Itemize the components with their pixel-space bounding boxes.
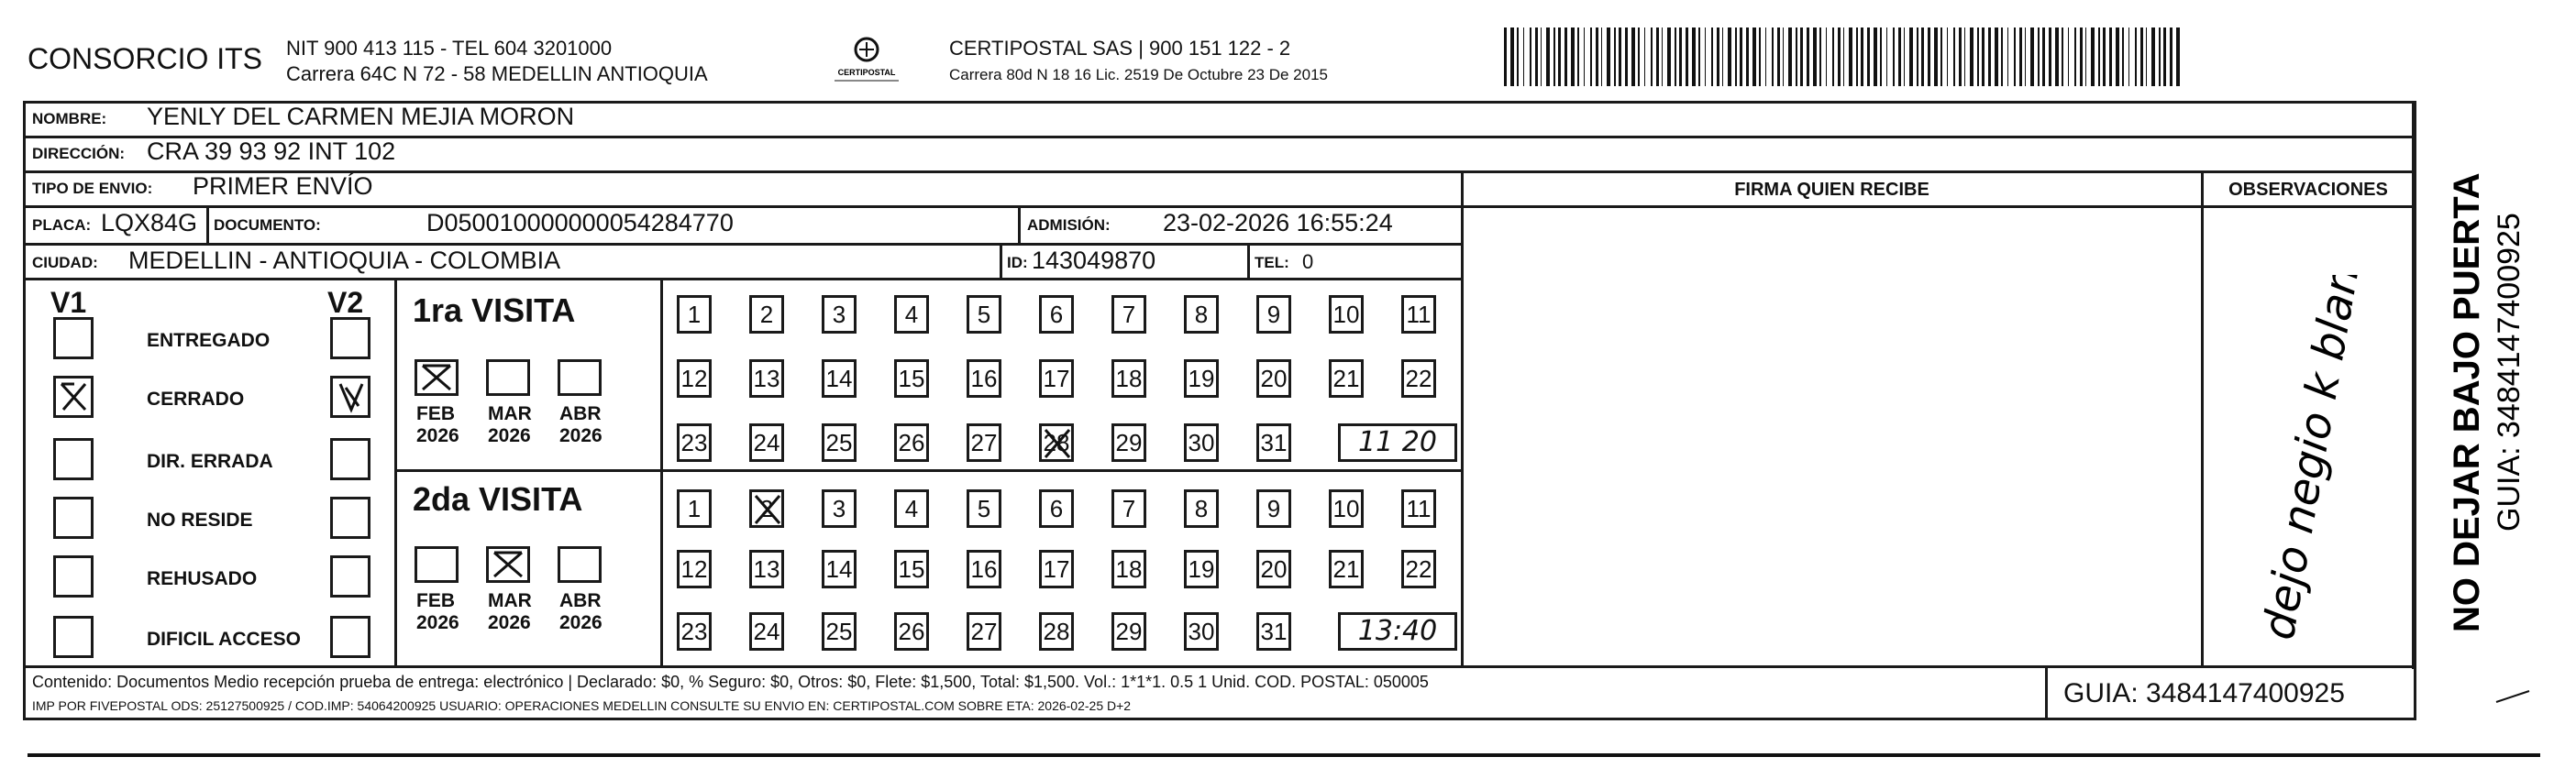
first-visit-month-label: FEB <box>416 403 455 424</box>
second-visit-time-box[interactable]: 13:40 <box>1338 612 1457 651</box>
second-visit-day-box[interactable]: 21 <box>1329 550 1364 588</box>
second-visit-year-label: 2026 <box>559 612 603 633</box>
barcode-bar <box>1728 27 1731 86</box>
first-visit-day-box[interactable]: 26 <box>894 423 929 462</box>
barcode-bar <box>2140 27 2143 86</box>
barcode-bar <box>1832 27 1834 86</box>
barcode-bar <box>1752 27 1756 86</box>
second-visit-day-box[interactable]: 4 <box>894 489 929 528</box>
barcode-bar <box>1826 27 1827 86</box>
barcode-bar <box>1880 27 1882 86</box>
second-visit-day-box[interactable]: 13 <box>749 550 784 588</box>
first-visit-month-checkbox[interactable] <box>415 359 459 396</box>
second-visit-day-box[interactable]: 19 <box>1184 550 1219 588</box>
second-visit-day-box[interactable]: 29 <box>1111 612 1146 651</box>
barcode-bar <box>1970 27 1973 86</box>
barcode-bar <box>1819 27 1821 86</box>
barcode-bar <box>1765 27 1766 86</box>
barcode-bar <box>2042 27 2045 86</box>
first-visit-month-label: ABR <box>559 403 602 424</box>
barcode-bar <box>1711 27 1713 86</box>
barcode-bar <box>2030 27 2034 86</box>
company-address: Carrera 64C N 72 - 58 MEDELLIN ANTIOQUIA <box>286 62 708 85</box>
barcode-bar <box>1698 27 1700 86</box>
second-visit-day-box[interactable]: 9 <box>1256 489 1291 528</box>
v2-checkbox[interactable] <box>330 376 370 418</box>
second-visit-day-box[interactable]: 2 <box>749 489 784 528</box>
v1-checkbox[interactable] <box>53 616 94 658</box>
second-visit-day-box[interactable]: 14 <box>822 550 857 588</box>
first-visit-day-box[interactable]: 14 <box>822 359 857 398</box>
barcode-bar <box>2019 27 2022 86</box>
barcode-bar <box>2176 27 2180 86</box>
first-visit-year-label: 2026 <box>488 425 531 446</box>
first-visit-title: 1ra VISITA <box>413 291 576 329</box>
barcode-bar <box>1644 27 1645 86</box>
second-visit-month-checkbox[interactable] <box>486 546 530 583</box>
first-visit-day-box[interactable]: 20 <box>1256 359 1291 398</box>
first-visit-day-box[interactable]: 15 <box>894 359 929 398</box>
barcode-bar <box>1995 27 1998 86</box>
ciudad-label: CIUDAD: <box>32 254 98 271</box>
tel-value: 0 <box>1302 250 1314 273</box>
v1-checkbox[interactable] <box>53 317 94 359</box>
barcode-bar <box>1535 27 1538 86</box>
barcode-bar <box>1662 27 1663 86</box>
carrier-name: CERTIPOSTAL SAS | 900 151 122 - 2 <box>949 37 1291 60</box>
barcode-bar <box>1530 27 1531 86</box>
second-visit-day-box[interactable]: 25 <box>822 612 857 651</box>
id-value: 143049870 <box>1032 247 1156 274</box>
second-visit-day-box[interactable]: 10 <box>1329 489 1364 528</box>
second-visit-day-box[interactable]: 27 <box>967 612 1001 651</box>
barcode-bar <box>1849 27 1852 86</box>
side-warning <box>2435 92 2545 642</box>
barcode-bar <box>1679 27 1682 86</box>
barcode-bar <box>1746 27 1749 86</box>
status-label: DIR. ERRADA <box>147 451 273 472</box>
barcode-bar <box>1601 27 1602 86</box>
footer-line-2: IMP POR FIVEPOSTAL ODS: 25127500925 / COD.IMP: 54064200925 USUARIO: OPERACIONES MEDELLIN CONSULTE SU ENVIO EN: CERTIPOSTAL.COM SOBRE ETA: 2026-02-25 D+2 <box>32 698 1132 713</box>
barcode-bar <box>1504 27 1507 86</box>
second-visit-day-box[interactable]: 8 <box>1184 489 1219 528</box>
barcode-bar <box>1917 27 1918 86</box>
v1-header: V1 <box>50 286 87 319</box>
barcode-bar <box>1893 27 1895 86</box>
first-visit-day-box[interactable]: 21 <box>1329 359 1364 398</box>
barcode-bar <box>1541 27 1542 86</box>
barcode-bar <box>1686 27 1688 86</box>
barcode-bar <box>1909 27 1913 86</box>
svg-text:CERTIPOSTAL: CERTIPOSTAL <box>837 68 896 77</box>
footer-line-1: Contenido: Documentos Medio recepción prueba de entrega: electrónico | Declarado: $0, % Seguro: $0, Otros: $0, Flete: $1,500, Total: $1,500. Vol.: 1*1*1. 0.5 1 Unid. COD. POSTAL: 050005 <box>32 673 1429 691</box>
first-visit-month-checkbox[interactable] <box>486 359 530 396</box>
svg-text:GUIA: 3484147400925: GUIA: 3484147400925 <box>2492 213 2526 532</box>
barcode-bar <box>1607 27 1610 86</box>
second-visit-day-box[interactable]: 3 <box>822 489 857 528</box>
second-visit-month-label: FEB <box>416 590 455 611</box>
barcode-bar <box>1558 27 1561 86</box>
second-visit-day-box[interactable]: 22 <box>1401 550 1436 588</box>
barcode-bar <box>2055 27 2059 86</box>
certipostal-logo <box>825 35 908 86</box>
first-visit-day-box[interactable]: 23 <box>677 423 712 462</box>
firma-header: FIRMA QUIEN RECIBE <box>1734 180 1929 200</box>
observaciones-header: OBSERVACIONES <box>2228 180 2388 200</box>
barcode-bar <box>1717 27 1719 86</box>
handwritten-observation <box>2238 275 2384 660</box>
second-visit-day-box[interactable]: 18 <box>1111 550 1146 588</box>
first-visit-day-box[interactable]: 8 <box>1184 295 1219 334</box>
barcode-bar <box>2122 27 2124 86</box>
barcode-bar <box>2014 27 2016 86</box>
first-visit-year-label: 2026 <box>559 425 603 446</box>
barcode-bar <box>1553 27 1555 86</box>
second-visit-day-box[interactable]: 12 <box>677 550 712 588</box>
second-visit-day-box[interactable]: 23 <box>677 612 712 651</box>
first-visit-day-box[interactable]: 13 <box>749 359 784 398</box>
first-visit-day-box[interactable]: 4 <box>894 295 929 334</box>
first-visit-day-box[interactable]: 10 <box>1329 295 1364 334</box>
v1-checkbox[interactable] <box>53 376 94 418</box>
barcode-bar <box>1934 27 1938 86</box>
barcode-bar <box>1982 27 1985 86</box>
barcode-bar <box>2151 27 2155 86</box>
svg-text:dejo negio k blanco: dejo negio k blanco <box>2252 275 2379 644</box>
second-visit-title: 2da VISITA <box>413 480 583 518</box>
company-name: CONSORCIO ITS <box>28 42 263 75</box>
first-visit-day-box[interactable]: 1 <box>677 295 712 334</box>
barcode-bar <box>2128 27 2129 86</box>
id-label: ID: <box>1007 254 1028 271</box>
second-visit-day-box[interactable]: 16 <box>967 550 1001 588</box>
barcode-bar <box>1928 27 1930 86</box>
barcode-bar <box>1596 27 1598 86</box>
first-visit-day-box[interactable]: 9 <box>1256 295 1291 334</box>
first-visit-month-checkbox[interactable] <box>558 359 602 396</box>
barcode-bar <box>1735 27 1737 86</box>
v2-checkbox[interactable] <box>330 555 370 598</box>
barcode-bar <box>2163 27 2166 86</box>
barcode-bar <box>2135 27 2137 86</box>
tipo-envio-value: PRIMER ENVÍO <box>193 172 373 200</box>
barcode-bar <box>1867 27 1870 86</box>
barcode-bar <box>1577 27 1579 86</box>
barcode-bar <box>2025 27 2026 86</box>
first-visit-day-box[interactable]: 3 <box>822 295 857 334</box>
second-visit-day-box[interactable]: 31 <box>1256 612 1291 651</box>
barcode-bar <box>1517 27 1519 86</box>
barcode-bar <box>1861 27 1863 86</box>
barcode-bar <box>2074 27 2076 86</box>
barcode-bar <box>1898 27 1901 86</box>
second-visit-day-box[interactable]: 1 <box>677 489 712 528</box>
first-visit-day-box[interactable]: 6 <box>1039 295 1074 334</box>
v2-checkbox[interactable] <box>330 497 370 539</box>
barcode-bar <box>1692 27 1696 86</box>
barcode-bar <box>1584 27 1585 86</box>
barcode-bar <box>2103 27 2106 86</box>
barcode-bar <box>2049 27 2051 86</box>
first-visit-day-box[interactable]: 22 <box>1401 359 1436 398</box>
barcode-bar <box>1590 27 1592 86</box>
barcode-bar <box>2109 27 2112 86</box>
first-visit-day-box[interactable]: 12 <box>677 359 712 398</box>
first-visit-day-box[interactable]: 31 <box>1256 423 1291 462</box>
first-visit-day-box[interactable]: 7 <box>1111 295 1146 334</box>
first-visit-day-box[interactable]: 24 <box>749 423 784 462</box>
documento-label: DOCUMENTO: <box>214 216 321 234</box>
company-nit: NIT 900 413 115 - TEL 604 3201000 <box>286 37 613 60</box>
barcode-bar <box>2068 27 2069 86</box>
svg-text:NO DEJAR BAJO PUERTA: NO DEJAR BAJO PUERTA <box>2447 172 2487 632</box>
first-visit-day-box[interactable]: 28 <box>1039 423 1074 462</box>
first-visit-day-box[interactable]: 29 <box>1111 423 1146 462</box>
nombre-label: NOMBRE: <box>32 110 107 127</box>
tipo-envio-label: TIPO DE ENVIO: <box>32 180 153 197</box>
barcode-bar <box>1953 27 1955 86</box>
first-visit-day-box[interactable]: 5 <box>967 295 1001 334</box>
barcode-bar <box>2098 27 2100 86</box>
second-visit-year-label: 2026 <box>416 612 459 633</box>
v2-checkbox[interactable] <box>330 616 370 658</box>
first-visit-day-box[interactable]: 17 <box>1039 359 1074 398</box>
status-label: ENTREGADO <box>147 330 271 351</box>
barcode-bar <box>2170 27 2172 86</box>
status-label: NO RESIDE <box>147 510 253 531</box>
barcode-bar <box>1886 27 1887 86</box>
second-visit-day-box[interactable]: 20 <box>1256 550 1291 588</box>
barcode-bar <box>1874 27 1877 86</box>
second-visit-month-checkbox[interactable] <box>558 546 602 583</box>
barcode-bar <box>1788 27 1792 86</box>
second-visit-month-checkbox[interactable] <box>415 546 459 583</box>
first-visit-day-box[interactable]: 11 <box>1401 295 1436 334</box>
barcode-bar <box>1523 27 1524 86</box>
barcode-bar <box>1564 27 1567 86</box>
barcode-bar <box>1631 27 1635 86</box>
placa-label: PLACA: <box>32 216 92 234</box>
barcode-bar <box>1856 27 1858 86</box>
admision-value: 23-02-2026 16:55:24 <box>1163 209 1393 236</box>
barcode-bar <box>1651 27 1653 86</box>
placa-value: LQX84G <box>101 209 198 236</box>
v2-checkbox[interactable] <box>330 438 370 480</box>
barcode-bar <box>1614 27 1616 86</box>
first-visit-day-box[interactable]: 25 <box>822 423 857 462</box>
v2-checkbox[interactable] <box>330 317 370 359</box>
barcode-bar <box>1964 27 1965 86</box>
barcode-bar <box>1510 27 1514 86</box>
barcode-bar <box>1988 27 1991 86</box>
barcode-bar <box>1667 27 1671 86</box>
barcode-bar <box>1807 27 1809 86</box>
first-visit-day-box[interactable]: 19 <box>1184 359 1219 398</box>
documento-value: D050010000000054284770 <box>426 209 734 236</box>
barcode-bar <box>2001 27 2003 86</box>
second-visit-day-box[interactable]: 30 <box>1184 612 1219 651</box>
barcode-bar <box>1947 27 1948 86</box>
bottom-edge <box>28 753 2540 757</box>
second-visit-month-label: ABR <box>559 590 602 611</box>
first-visit-day-box[interactable]: 18 <box>1111 359 1146 398</box>
barcode-bar <box>2007 27 2008 86</box>
status-label: DIFICIL ACCESO <box>147 629 302 650</box>
direccion-value: CRA 39 93 92 INT 102 <box>147 137 396 165</box>
admision-label: ADMISIÓN: <box>1027 216 1111 234</box>
barcode-bar <box>1838 27 1841 86</box>
barcode-bar <box>1843 27 1844 86</box>
second-visit-day-box[interactable]: 15 <box>894 550 929 588</box>
barcode-bar <box>1705 27 1706 86</box>
v1-checkbox[interactable] <box>53 438 94 480</box>
ciudad-value: MEDELLIN - ANTIOQUIA - COLOMBIA <box>128 247 561 274</box>
status-label: CERRADO <box>147 389 245 410</box>
barcode-bar <box>1675 27 1676 86</box>
second-visit-day-box[interactable]: 6 <box>1039 489 1074 528</box>
barcode-bar <box>2091 27 2095 86</box>
barcode-bar <box>1638 27 1640 86</box>
carrier-address: Carrera 80d N 18 16 Lic. 2519 De Octubre 23 De 2015 <box>949 66 1328 83</box>
barcode-bar <box>2062 27 2063 86</box>
barcode-bar <box>2146 27 2147 86</box>
second-visit-day-box[interactable]: 24 <box>749 612 784 651</box>
second-visit-year-label: 2026 <box>488 612 531 633</box>
first-visit-day-box[interactable]: 16 <box>967 359 1001 398</box>
barcode-bar <box>1619 27 1621 86</box>
second-visit-day-box[interactable]: 11 <box>1401 489 1436 528</box>
barcode-bar <box>1813 27 1817 86</box>
status-label: REHUSADO <box>147 568 258 589</box>
barcode-bar <box>1625 27 1628 86</box>
second-visit-day-box[interactable]: 17 <box>1039 550 1074 588</box>
barcode-bar <box>1759 27 1761 86</box>
footer-guia: GUIA: 3484147400925 <box>2063 678 2345 708</box>
barcode-bar <box>1940 27 1942 86</box>
barcode-bar <box>1904 27 1905 86</box>
second-visit-day-box[interactable]: 5 <box>967 489 1001 528</box>
barcode-bar <box>2038 27 2040 86</box>
first-visit-day-box[interactable]: 2 <box>749 295 784 334</box>
barcode-bar <box>1656 27 1659 86</box>
barcode-bar <box>1571 27 1575 86</box>
barcode-bar <box>1800 27 1803 86</box>
v2-header: V2 <box>327 286 364 319</box>
barcode-bar <box>1740 27 1742 86</box>
first-visit-month-label: MAR <box>488 403 532 424</box>
first-visit-year-label: 2026 <box>416 425 459 446</box>
tel-label: TEL: <box>1255 254 1289 271</box>
second-visit-day-box[interactable]: 28 <box>1039 612 1074 651</box>
barcode-bar <box>1796 27 1797 86</box>
v1-checkbox[interactable] <box>53 555 94 598</box>
barcode-bar <box>1921 27 1924 86</box>
barcode-bar <box>1783 27 1784 86</box>
barcode-bar <box>2159 27 2161 86</box>
barcode-bar <box>1977 27 1979 86</box>
nombre-value: YENLY DEL CARMEN MEJIA MORON <box>147 103 575 130</box>
corner-mark <box>2494 687 2531 706</box>
barcode <box>1504 27 2183 88</box>
v1-checkbox[interactable] <box>53 497 94 539</box>
second-visit-month-label: MAR <box>488 590 532 611</box>
first-visit-day-box[interactable]: 27 <box>967 423 1001 462</box>
barcode-bar <box>1772 27 1774 86</box>
first-visit-time-box[interactable]: 11 20 <box>1338 423 1457 462</box>
second-visit-day-box[interactable]: 7 <box>1111 489 1146 528</box>
barcode-bar <box>1959 27 1962 86</box>
barcode-bar <box>2080 27 2083 86</box>
barcode-bar <box>2085 27 2086 86</box>
barcode-bar <box>1777 27 1780 86</box>
barcode-bar <box>1722 27 1723 86</box>
second-visit-day-box[interactable]: 26 <box>894 612 929 651</box>
barcode-bar <box>1546 27 1550 86</box>
barcode-bar <box>2116 27 2119 86</box>
first-visit-day-box[interactable]: 30 <box>1184 423 1219 462</box>
direccion-label: DIRECCIÓN: <box>32 145 126 162</box>
